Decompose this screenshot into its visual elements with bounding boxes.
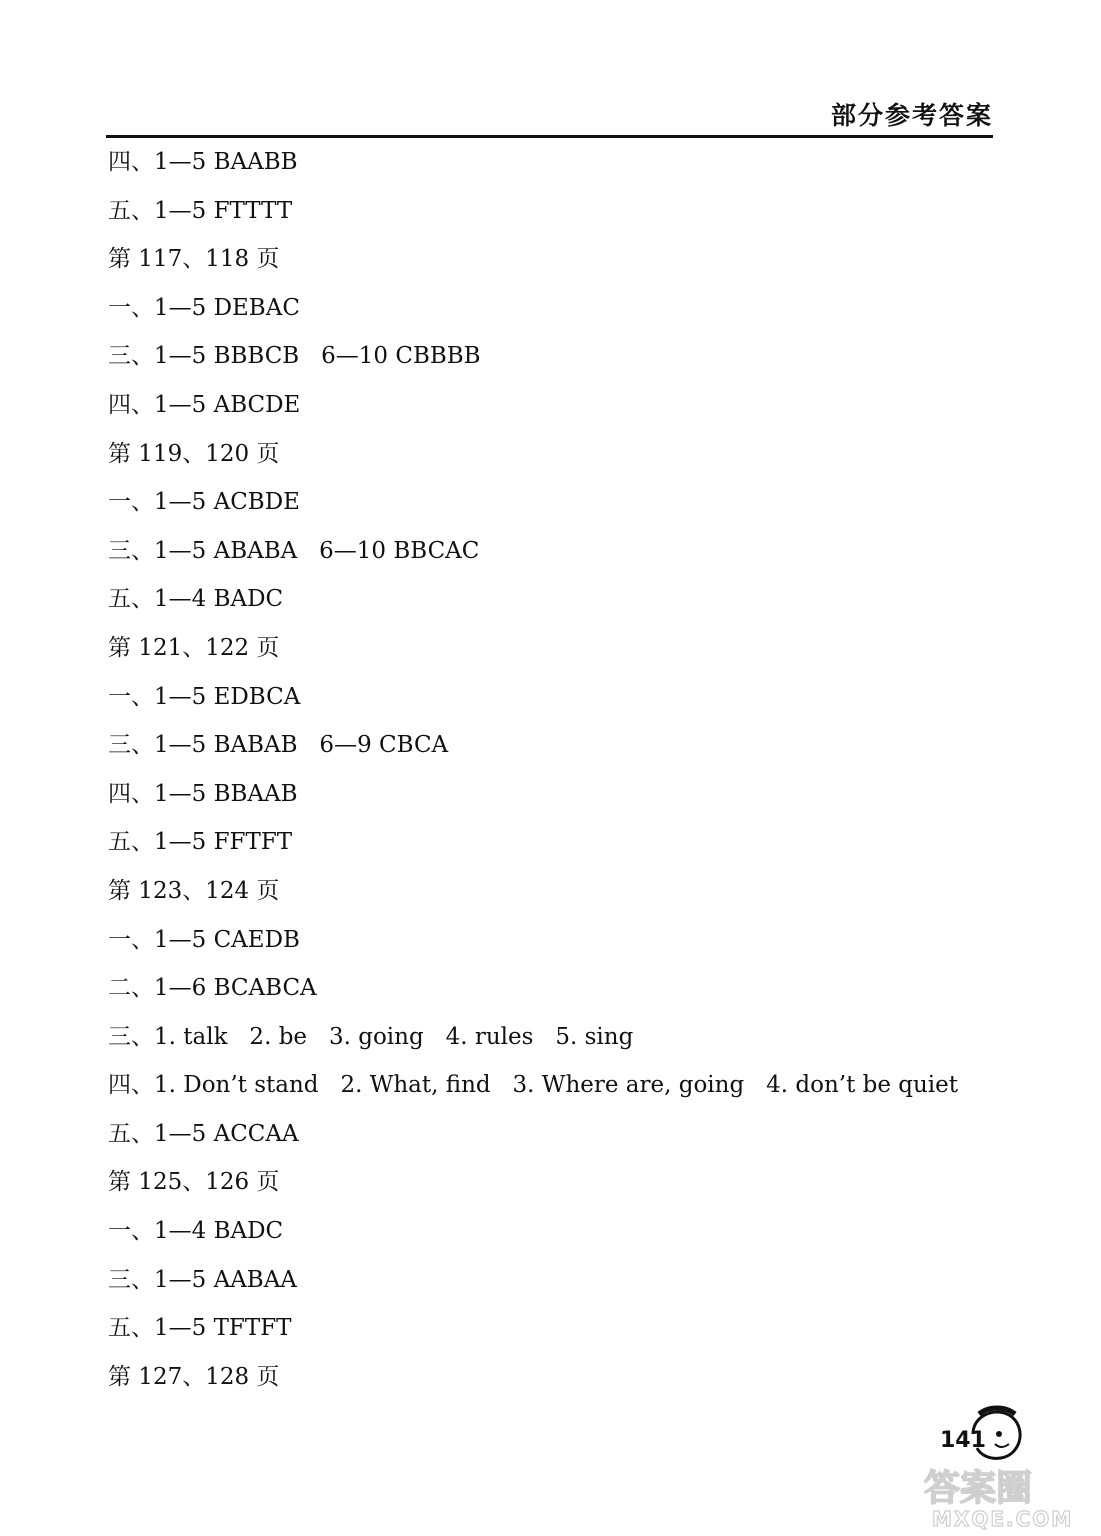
answer-line: 三、1—5 BBBCB 6—10 CBBBB <box>108 343 481 370</box>
header-divider <box>106 135 993 138</box>
page-range-heading: 第 127、128 页 <box>108 1363 280 1390</box>
watermark-text: 答案圈 <box>924 1468 1033 1509</box>
page-range-heading: 第 119、120 页 <box>108 440 280 467</box>
answer-line: 五、1—4 BADC <box>108 586 284 613</box>
answer-line: 三、1—5 ABABA 6—10 BBCAC <box>108 537 480 564</box>
answer-line: 三、1—5 AABAA <box>108 1266 297 1293</box>
answer-line: 一、1—4 BADC <box>108 1218 284 1245</box>
answer-line: 三、1. talk 2. be 3. going 4. rules 5. sing <box>108 1023 634 1050</box>
watermark-domain: MXQE.COM <box>932 1507 1074 1531</box>
page-header-title: 部分参考答案 <box>830 101 993 130</box>
answer-line: 一、1—5 DEBAC <box>108 294 300 321</box>
page-number: 141 <box>940 1428 986 1453</box>
page-range-heading: 第 121、122 页 <box>108 634 280 661</box>
answer-line: 四、1—5 BAABB <box>108 149 298 175</box>
page-range-heading: 第 117、118 页 <box>108 246 280 273</box>
answer-line: 五、1—5 FFTFT <box>108 829 293 856</box>
page-range-heading: 第 123、124 页 <box>108 877 280 904</box>
answer-line: 五、1—5 TFTFT <box>108 1315 292 1342</box>
answer-line: 三、1—5 BABAB 6—9 CBCA <box>108 732 449 759</box>
answer-line: 一、1—5 EDBCA <box>108 683 301 710</box>
watermark-logo <box>918 1462 1098 1532</box>
answer-line: 五、1—5 FTTTT <box>108 197 293 224</box>
answer-line: 四、1—5 BBAAB <box>108 780 298 807</box>
answer-line: 二、1—6 BCABCA <box>108 975 317 1002</box>
answer-line: 一、1—5 ACBDE <box>108 489 300 516</box>
page-range-heading: 第 125、126 页 <box>108 1169 280 1196</box>
answer-line: 五、1—5 ACCAA <box>108 1120 299 1147</box>
answer-line: 一、1—5 CAEDB <box>108 926 300 953</box>
answer-line: 四、1. Don’t stand 2. What, find 3. Where are, going 4. don’t be quiet <box>108 1072 959 1099</box>
answer-line: 四、1—5 ABCDE <box>108 391 301 418</box>
answer-list <box>108 142 988 1405</box>
